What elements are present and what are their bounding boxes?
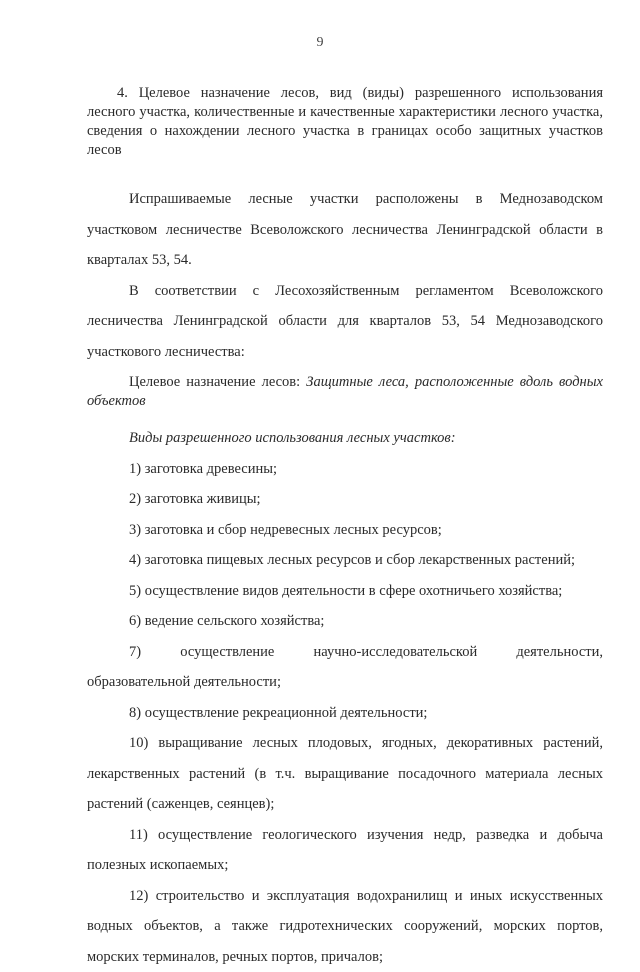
list-item: 12) строительство и эксплуатация водохранилищ и иных искусственных водных объектов, а также гидротехнических сооружений, морских портов, морских терминалов, речных портов, причалов; xyxy=(87,881,603,972)
paragraph-purpose xyxy=(87,373,603,411)
list-item: 11) осуществление геологического изучения недр, разведка и добыча полезных ископаемых; xyxy=(87,820,603,881)
purpose-value: Защитные леса, расположенные вдоль водных объектов xyxy=(87,374,603,409)
list-item: 3) заготовка и сбор недревесных лесных ресурсов; xyxy=(87,515,603,546)
uses-heading: Виды разрешенного использования лесных участков: xyxy=(87,423,603,454)
list-item-7-word2: научно-исследовательской xyxy=(314,637,478,668)
list-item: 4) заготовка пищевых лесных ресурсов и сбор лекарственных растений; xyxy=(87,545,603,576)
paragraph-regulation: В соответствии с Лесохозяйственным регламентом Всеволожского лесничества Ленинградской области для кварталов 53, 54 Меднозаводского участкового лесничества: xyxy=(87,276,603,368)
list-item-7-line1 xyxy=(87,637,603,668)
list-item-7-number: 7) xyxy=(129,637,141,668)
list-item: 2) заготовка живицы; xyxy=(87,484,603,515)
document-body xyxy=(87,84,603,972)
page-number: 9 xyxy=(0,35,640,51)
list-item: 6) ведение сельского хозяйства; xyxy=(87,606,603,637)
list-item-7-word3: деятельности, xyxy=(516,637,603,668)
list-item: 8) осуществление рекреационной деятельности; xyxy=(87,698,603,729)
list-item-7-line2: образовательной деятельности; xyxy=(87,667,603,698)
list-item: 1) заготовка древесины; xyxy=(87,454,603,485)
section-heading: 4. Целевое назначение лесов, вид (виды) разрешенного использования лесного участка, количественные и качественные характеристики лесного участка, сведения о нахождении лесного участка в границах особо защитных участков лесов xyxy=(87,84,603,160)
list-item: 10) выращивание лесных плодовых, ягодных, декоративных растений, лекарственных растений (в т.ч. выращивание посадочного материала лесных растений (саженцев, сеянцев); xyxy=(87,728,603,820)
list-item: 5) осуществление видов деятельности в сфере охотничьего хозяйства; xyxy=(87,576,603,607)
purpose-label: Целевое назначение лесов: xyxy=(129,374,306,390)
paragraph-location: Испрашиваемые лесные участки расположены в Меднозаводском участковом лесничестве Всеволожского лесничества Ленинградской области в кварталах 53, 54. xyxy=(87,184,603,276)
list-item-7-word1: осуществление xyxy=(180,637,274,668)
